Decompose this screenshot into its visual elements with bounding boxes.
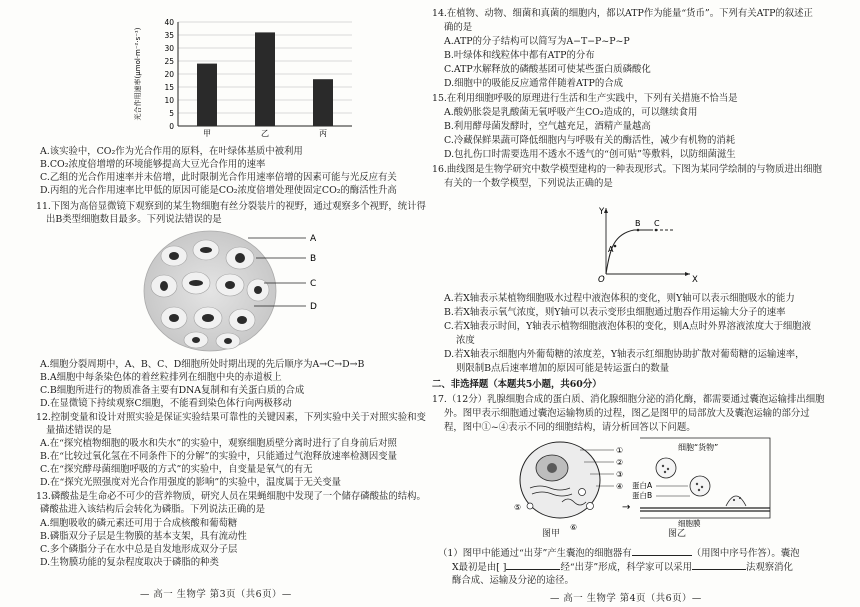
q13-option-a: A.细胞吸收的磷元素还可用于合成核酸和葡萄糖	[40, 518, 238, 529]
q17-sub1-part4: 经“出芽”形成，科学家可以采用	[560, 562, 692, 573]
section-heading: 二、非选择题（本题共5小题，共60分）	[432, 379, 602, 390]
q10-option-d: D.丙组的光合作用速率比甲低的原因可能是CO₂浓度倍增处理使固定CO₂的酶活性升高	[40, 185, 397, 196]
q16-option-d: D.若X轴表示细胞内外葡萄糖的浓度差，Y轴表示红细胞协助扩散对葡萄糖的运输速率，	[444, 349, 805, 360]
jia-label-5: ⑤	[514, 503, 522, 512]
q15-option-a: A.酸奶胀袋是乳酸菌无氧呼吸产生CO₂造成的，可以继续食用	[444, 107, 698, 118]
bar	[197, 64, 217, 126]
q10-option-c: C.乙组的光合作用速率并未倍增，此时限制光合作用速率倍增的因素可能与光反应有关	[40, 172, 397, 183]
curve-graph	[590, 202, 700, 284]
bar	[313, 79, 333, 126]
yi-membrane-label: 细胞膜	[678, 519, 701, 528]
micro-label-a: A	[310, 234, 317, 244]
page-footer: — 高一 生物学 第3页（共6页）—	[140, 589, 292, 600]
bar-chart	[120, 8, 360, 148]
q16-option-c-cont: 浓度	[456, 335, 475, 346]
q17-sub1-line2	[452, 560, 793, 574]
q10-option-a: A.该实验中，CO₂作为光合作用的原料，在叶绿体基质中被利用	[40, 146, 303, 157]
q11-option-a: A.细胞分裂周期中，A、B、C、D细胞所处时期出现的先后顺序为A→C→D→B	[40, 359, 365, 370]
q16-stem-line2: 有关的一个数学模型，下列说法正确的是	[444, 178, 613, 189]
q11-stem-line1: 11.下图为高倍显微镜下观察到的某生物细胞有丝分裂装片的视野，通过观察多个视野，统计得	[36, 201, 426, 212]
micro-label-b: B	[310, 254, 317, 264]
y-tick-label: 30	[164, 44, 174, 53]
q10-option-b: B.CO₂浓度倍增增的环境能够提高大豆光合作用的速率	[40, 159, 266, 170]
q12-stem-line1: 12.控制变量和设计对照实验是保证实验结果可靠性的关键因素，下列实验中关于对照实验和变	[36, 412, 426, 423]
q15-stem: 15.在利用细胞呼吸的原理进行生活和生产实践中，下列有关措施不恰当是	[432, 93, 738, 104]
q14-option-a: A.ATP的分子结构可以简写为A−T−P~P~P	[444, 36, 630, 47]
q13-option-b: B.磷脂双分子层是生物膜的基本支架，具有流动性	[40, 531, 247, 542]
yi-protein-a: 蛋白A	[632, 481, 653, 490]
jia-num-3: ③	[616, 470, 624, 479]
y-tick-label: 10	[164, 96, 174, 105]
q14-option-d: D.细胞中的吸能反应通常伴随着ATP的合成	[444, 78, 623, 89]
y-tick-label: 25	[164, 57, 174, 66]
q16-option-a: A.若X轴表示某植物细胞吸水过程中液泡体积的变化，则Y轴可以表示细胞吸水的能力	[444, 293, 795, 304]
y-tick-label: 35	[164, 31, 174, 40]
figure-yi	[630, 434, 780, 530]
q17-sub1-line3: 酶合成、运输及分泌的途径。	[452, 575, 574, 586]
q11-option-d: D.在显微镜下持续观察C细胞，不能看到染色体行向两极移动	[40, 398, 292, 409]
q14-option-b: B.叶绿体和线粒体中都有ATP的分布	[444, 50, 595, 61]
graph-origin: O	[598, 275, 605, 284]
q12-option-d: D.在“探究光照强度对光合作用强度的影响”的实验中，温度属于无关变量	[40, 477, 342, 488]
y-tick-label: 40	[164, 18, 174, 27]
q15-option-b: B.利用酵母菌发酵时，空气越充足，酒精产量越高	[444, 121, 651, 132]
q17-sub1-part3: X最初是由[ ]	[452, 562, 507, 573]
graph-point-b: B	[635, 219, 641, 228]
figure-jia-caption: 图甲	[542, 529, 561, 539]
q16-option-c: C.若X轴表示时间，Y轴表示植物细胞液泡体积的变化，则A点时外界溶液浓度大于细胞液	[444, 321, 811, 332]
q11-option-c: C.B细胞所进行的物质准备主要有DNA复制和有关蛋白质的合成	[40, 385, 305, 396]
jia-label-6: ⑥	[570, 523, 578, 532]
q13-stem-line2: 磷酸盐进入该结构后会转化为磷脂。下列说法正确的是	[40, 504, 266, 515]
micro-label-d: D	[310, 302, 317, 312]
q15-option-c: C.冷藏保鲜果蔬可降低细胞内与呼吸有关的酶活性，减少有机物的消耗	[444, 135, 736, 146]
q16-option-d-cont: 则限制B点后速率增加的原因可能是转运蛋白的数量	[456, 363, 670, 374]
x-tick-label: 丙	[319, 129, 327, 138]
q12-option-a: A.在“探究植物细胞的吸水和失水”的实验中，观察细胞质壁分离时进行了自身前后对照	[40, 438, 397, 449]
q16-stem-line1: 16.曲线图是生物学研究中数学模型建构的一种表现形式。下图为某同学绘制的与物质进出细胞	[432, 164, 822, 175]
answer-blank-2[interactable]	[506, 560, 560, 570]
bar	[255, 32, 275, 126]
yi-cargo-label: 细胞“货物”	[678, 443, 719, 452]
answer-blank-3[interactable]	[692, 560, 746, 570]
y-tick-label: 15	[164, 83, 174, 92]
y-tick-label: 0	[169, 122, 174, 131]
y-tick-label: 5	[169, 109, 174, 118]
q13-option-d: D.生物膜功能的复杂程度取决于磷脂的种类	[40, 557, 219, 568]
q17-sub1-part5: 法观察消化	[745, 562, 793, 573]
q12-option-b: B.在“比较过氧化氢在不同条件下的分解”的实验中，只能通过气泡释放速率检测因变量	[40, 451, 397, 462]
q17-stem-line1: 17.（12分）乳腺细胞合成的蛋白质、消化腺细胞分泌的消化酶，都需要通过囊泡运输排出细胞	[432, 394, 825, 405]
graph-point-a: A	[608, 245, 614, 254]
graph-point-c: C	[654, 219, 660, 228]
q17-sub1-part2: （用图中序号作答）。囊泡	[691, 548, 800, 559]
micrograph	[130, 228, 370, 358]
q12-stem-line2: 量描述错误的是	[46, 425, 112, 436]
figure-yi-caption: 图乙	[668, 529, 687, 539]
q13-option-c: C.多个磷脂分子在水中总是自发地形成双分子层	[40, 544, 238, 555]
q17-sub1-line1	[438, 546, 800, 560]
answer-blank-1[interactable]	[632, 546, 692, 556]
jia-num-4: ④	[616, 482, 624, 491]
q16-option-b: B.若X轴表示氧气浓度，则Y轴可以表示变形虫细胞通过胞吞作用运输大分子的速率	[444, 307, 786, 318]
graph-x-label: X	[692, 275, 698, 284]
q14-stem-line1: 14.在植物、动物、细菌和真菌的细胞内，都以ATP作为能量“货币”。下列有关ATP的叙述正	[432, 8, 813, 19]
jia-arrow: →	[622, 502, 631, 513]
jia-num-2: ②	[616, 458, 624, 467]
q15-option-d: D.包扎伤口时需要选用不透水不透气的“创可贴”等敷料，以防细菌滋生	[444, 149, 736, 160]
q12-option-c: C.在“探究酵母菌细胞呼吸的方式”的实验中，自变量是氧气的有无	[40, 464, 313, 475]
q14-stem-line2: 确的是	[444, 22, 473, 33]
q11-stem-line2: 出B类型细胞数目最多。下列说法错误的是	[46, 214, 222, 225]
y-tick-label: 20	[164, 70, 174, 79]
x-tick-label: 甲	[203, 129, 211, 138]
page-footer: — 高一 生物学 第4页（共6页）—	[550, 593, 702, 604]
graph-y-label: Y	[599, 207, 605, 217]
micro-label-c: C	[310, 279, 317, 289]
jia-num-1: ①	[616, 446, 624, 455]
q11-option-b: B.A细胞中每条染色体的着丝粒排列在细胞中央的赤道板上	[40, 372, 282, 383]
x-tick-label: 乙	[261, 129, 269, 138]
q13-stem-line1: 13.磷酸盐是生命必不可少的营养物质，研究人员在果蝇细胞中发现了一个储存磷酸盐的结构。	[36, 491, 426, 502]
y-axis-label: 光合作用速率(μmol·m⁻²·s⁻¹)	[134, 27, 142, 121]
q14-option-c: C.ATP水解释放的磷酸基团可使某些蛋白质磷酸化	[444, 64, 651, 75]
yi-protein-b: 蛋白B	[632, 491, 653, 500]
page-4	[430, 0, 860, 607]
q17-stem-line3: 程，图中①~④表示不同的细胞结构，请分析回答以下问题。	[444, 422, 696, 433]
q17-sub1-part1: （1）图甲中能通过“出芽”产生囊泡的细胞器有	[438, 548, 632, 559]
q17-stem-line2: 外。图甲表示细胞通过囊泡运输物质的过程，图乙是图甲的局部放大及囊泡运输的部分过	[444, 408, 810, 419]
